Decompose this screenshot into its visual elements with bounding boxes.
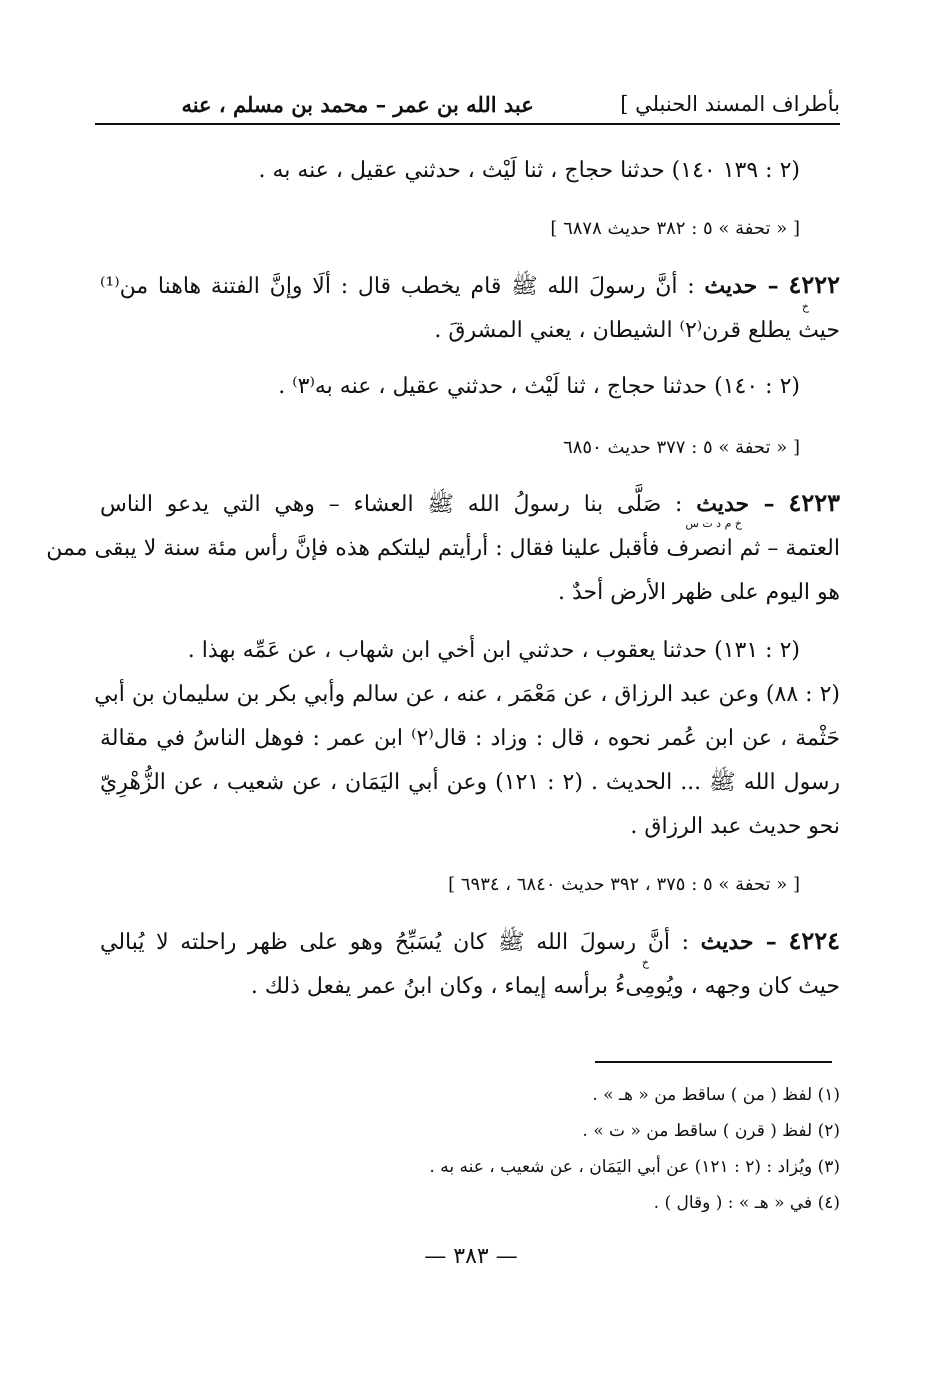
header-rule bbox=[95, 123, 840, 125]
source-symbols: خ م د ت س bbox=[685, 517, 742, 530]
source-line: (٢ : ١٣١) حدثنا يعقوب ، حدثني ابن أخي ابن شهاب ، عن عَمِّه بهذا . bbox=[187, 638, 800, 663]
running-header bbox=[95, 88, 840, 120]
hadith-text: : صَلَّى بنا رسولُ الله ﷺ العشاء – وهي التي يدعو الناس bbox=[100, 492, 683, 517]
footnote: (٤) في « هـ » : ( وقال ) . bbox=[653, 1193, 840, 1213]
source-line: (٢ : ١٣٩ ١٤٠) حدثنا حجاج ، ثنا لَيْث ، حدثني عقيل ، عنه به . bbox=[258, 158, 800, 183]
hadith-number: ٤٢٢٤ bbox=[788, 926, 840, 955]
hadith-4223-line-3: هو اليوم على ظهر الأرض أحدٌ . bbox=[557, 580, 840, 605]
hadith-4224-line-1 bbox=[100, 926, 840, 958]
page-number: — ٣٨٣ — bbox=[424, 1244, 518, 1269]
source-line: نحو حديث عبد الرزاق . bbox=[630, 814, 840, 839]
footnote-rule bbox=[595, 1061, 832, 1063]
tuhfa-reference: [ « تحفة » ٥ : ٣٨٢ حديث ٦٨٧٨ ] bbox=[550, 218, 800, 239]
hadith-number: ٤٢٢٣ bbox=[788, 488, 840, 517]
source-line: (٢ : ٨٨) وعن عبد الرزاق ، عن مَعْمَر ، عنه ، عن سالم وأبي بكر بن سليمان بن أبي bbox=[94, 682, 840, 707]
hadith-number: ٤٢٢٢ bbox=[788, 270, 840, 299]
hadith-text: : أنَّ رسولَ الله ﷺ قام يخطب قال : ألَا وإنَّ الفتنة هاهنا من⁽¹⁾ bbox=[100, 274, 695, 299]
hadith-4223-line-1 bbox=[100, 488, 840, 520]
footnote: (٢) لفظ ( قرن ) ساقط من « ت » . bbox=[582, 1121, 840, 1141]
header-book-title: بأطراف المسند الحنبلي ] bbox=[620, 92, 840, 116]
source-symbols: خ bbox=[801, 300, 809, 313]
source-line: (٢ : ١٤٠) حدثنا حجاج ، ثنا لَيْث ، حدثني عقيل ، عنه به⁽٣⁾ . bbox=[278, 374, 800, 399]
tuhfa-reference: [ « تحفة » ٥ : ٣٧٥ ، ٣٩٢ حديث ٦٨٤٠ ، ٦٩٣٤ ] bbox=[448, 874, 800, 895]
footnote: (٣) ويُزاد : (٢ : ١٢١) عن أبي اليَمَان ، عن شعيب ، عنه به . bbox=[429, 1157, 840, 1177]
hadith-text: : أنَّ رسولَ الله ﷺ كان يُسَبِّحُ وهو على ظهر راحلته لا يُبالي bbox=[100, 930, 690, 955]
source-line: حَثْمة ، عن ابن عُمر نحوه ، قال : وزاد : قال⁽٢⁾ ابن عمر : فوهل الناسُ في مقالة bbox=[100, 726, 841, 751]
header-chapter-title: عبد الله بن عمر – محمد بن مسلم ، عنه bbox=[181, 91, 534, 117]
hadith-4223-line-2: العتمة – ثم انصرف فأقبل علينا فقال : أرأيتم ليلتكم هذه فإنَّ رأس مئة سنة لا يبقى ممن bbox=[46, 536, 840, 561]
hadith-keyword: – حديث bbox=[704, 273, 779, 299]
footnote: (١) لفظ ( من ) ساقط من « هـ » . bbox=[592, 1085, 840, 1105]
hadith-4222-line-1 bbox=[100, 270, 840, 302]
tuhfa-reference: [ « تحفة » ٥ : ٣٧٧ حديث ٦٨٥٠ bbox=[563, 437, 800, 458]
source-line: رسول الله ﷺ ... الحديث . (٢ : ١٢١) وعن أبي اليَمَان ، عن شعيب ، عن الزُّهْرِيّ bbox=[100, 770, 841, 795]
hadith-keyword: – حديث bbox=[700, 929, 777, 955]
hadith-keyword: – حديث bbox=[696, 491, 775, 517]
source-symbols: خ bbox=[641, 956, 649, 969]
hadith-4224-line-2: حيث كان وجهه ، ويُومِىءُ برأسه إيماء ، وكان ابنُ عمر يفعل ذلك . bbox=[250, 974, 840, 999]
hadith-4222-line-2: حيث يطلع قرن⁽٢⁾ الشيطان ، يعني المشرقَ . bbox=[434, 318, 840, 343]
